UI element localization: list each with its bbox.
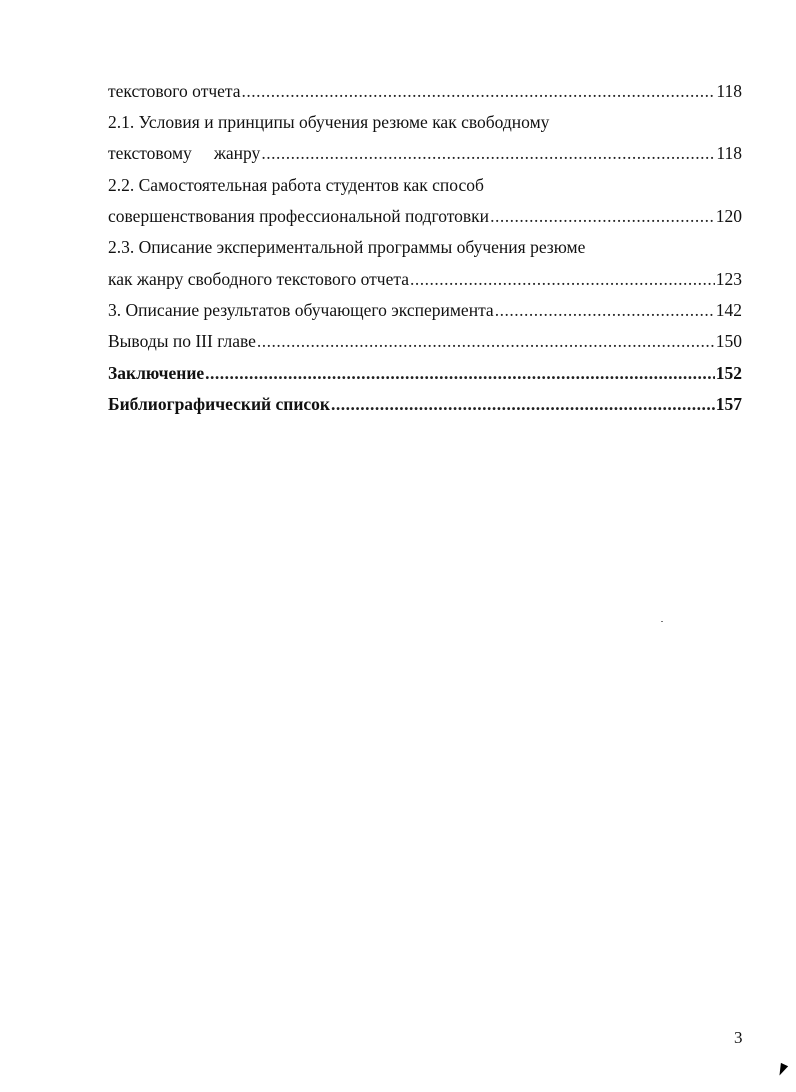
page-number: 3 [734, 1028, 743, 1047]
toc-entry-page: 142 [715, 299, 742, 320]
toc-entry-label [108, 145, 260, 163]
toc-leader-dots [490, 208, 715, 226]
toc-entry-page: 123 [715, 268, 742, 289]
toc-leader-dots [257, 333, 715, 351]
toc-entry-page: 118 [716, 80, 742, 101]
toc-leader-dots [261, 145, 715, 163]
toc-entry-label: текстового отчета [108, 80, 241, 101]
toc-leader-dots [331, 396, 715, 414]
toc-entry-page: 157 [715, 393, 742, 414]
toc-entry [108, 170, 742, 201]
toc-entry [108, 201, 742, 232]
toc-entry-label: 2.3. Описание экспериментальной программы обучения резюме [108, 237, 586, 258]
scan-speck [661, 621, 663, 622]
toc-entry-label: 3. Описание результатов обучающего эксперимента [108, 299, 494, 320]
scan-corner-mark [776, 1063, 788, 1077]
toc-entry-label: 2.2. Самостоятельная работа студентов как способ [108, 174, 484, 195]
toc-entry-page: 118 [716, 143, 742, 164]
toc-leader-dots [205, 365, 715, 383]
toc-entry [108, 107, 742, 138]
table-of-contents [108, 76, 742, 420]
toc-entry-label-part: жанру [213, 143, 261, 164]
toc-leader-dots [410, 271, 715, 289]
toc-entry [108, 232, 742, 263]
toc-entry-label: совершенствования профессиональной подготовки [108, 206, 490, 227]
toc-entry-label: Библиографический список [108, 393, 331, 414]
toc-entry-label: Выводы по III главе [108, 331, 256, 352]
toc-leader-dots [495, 302, 715, 320]
toc-entry [108, 326, 742, 357]
toc-entry-label: Заключение [108, 362, 205, 383]
toc-entry-label-part: текстовому [108, 143, 192, 164]
toc-entry [108, 295, 742, 326]
toc-entry [108, 264, 742, 295]
toc-entry-label: 2.1. Условия и принципы обучения резюме как свободному [108, 112, 550, 133]
toc-entry [108, 139, 742, 170]
toc-entry-page: 152 [715, 362, 742, 383]
toc-leader-dots [242, 83, 716, 101]
toc-entry-page: 120 [715, 206, 742, 227]
toc-entry [108, 358, 742, 389]
toc-entry [108, 389, 742, 420]
toc-entry [108, 76, 742, 107]
toc-entry-label: как жанру свободного текстового отчета [108, 268, 409, 289]
toc-entry-page: 150 [715, 331, 742, 352]
